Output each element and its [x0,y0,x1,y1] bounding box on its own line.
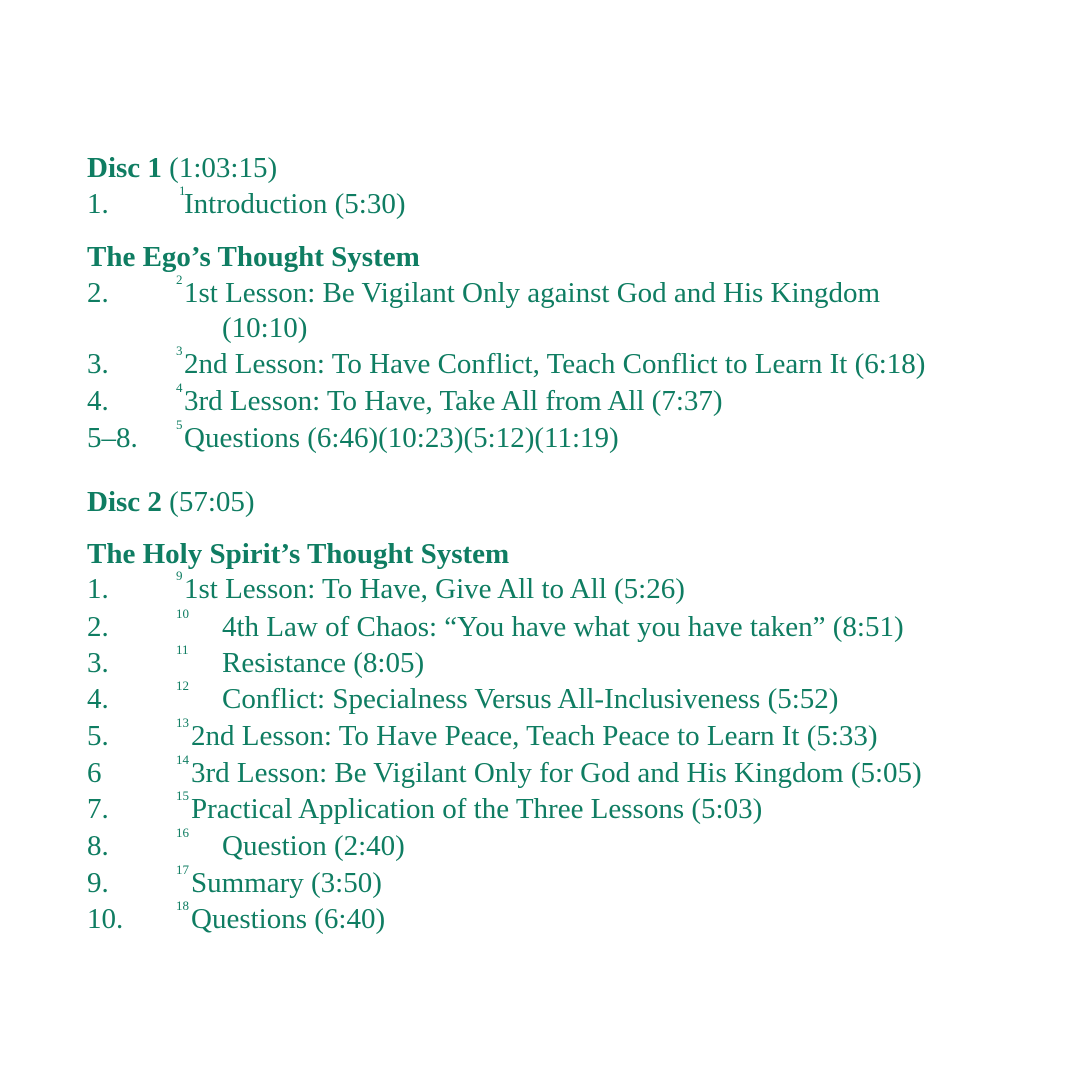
track-superscript: 5 [176,417,183,432]
track-superscript: 14 [176,752,189,767]
track-title: 2nd Lesson: To Have Peace, Teach Peace to Learn It (5:33) [191,720,878,752]
track-superscript: 2 [176,272,183,287]
track-title: Question (2:40) [222,830,405,862]
track-title: Conflict: Specialness Versus All-Inclusiveness (5:52) [222,683,839,715]
track-superscript: 13 [176,715,189,730]
track-number: 4. [87,683,109,715]
track-title: 3rd Lesson: To Have, Take All from All (7:37) [184,385,723,417]
disc-2-heading [87,485,255,519]
track-title: Summary (3:50) [191,867,382,899]
track-superscript: 12 [176,678,189,693]
track-title: 3rd Lesson: Be Vigilant Only for God and His Kingdom (5:05) [191,757,922,789]
track-title: Introduction (5:30) [184,188,406,220]
disc-1-duration: (1:03:15) [169,152,278,184]
track-title: Questions (6:40) [191,903,386,935]
track-number: 3. [87,647,109,679]
track-number: 2. [87,277,109,309]
section-heading-holy-spirit: The Holy Spirit’s Thought System [87,538,510,570]
track-number: 1. [87,573,109,605]
track-number: 5. [87,720,109,752]
track-title: 2nd Lesson: To Have Conflict, Teach Conflict to Learn It (6:18) [184,348,926,380]
track-title-continuation: (10:10) [222,312,308,344]
track-title: 4th Law of Chaos: “You have what you have taken” (8:51) [222,611,904,643]
section-heading-ego: The Ego’s Thought System [87,241,420,273]
track-number: 8. [87,830,109,862]
track-title: Resistance (8:05) [222,647,425,679]
track-number: 10. [87,903,124,935]
track-superscript: 10 [176,606,189,621]
track-number: 2. [87,611,109,643]
track-superscript: 4 [176,380,183,395]
track-superscript: 15 [176,788,189,803]
track-number: 1. [87,188,109,220]
disc-1-heading [87,151,277,185]
track-number: 5–8. [87,422,138,454]
track-superscript: 9 [176,568,183,583]
disc-2-label: Disc 2 [87,486,162,518]
track-superscript: 18 [176,898,189,913]
track-number: 4. [87,385,109,417]
disc-2-duration: (57:05) [169,486,255,518]
track-title: 1st Lesson: Be Vigilant Only against God and His Kingdom [184,277,881,309]
track-number: 7. [87,793,109,825]
track-number: 3. [87,348,109,380]
track-title: Questions (6:46)(10:23)(5:12)(11:19) [184,422,619,454]
track-superscript: 16 [176,825,189,840]
track-superscript: 3 [176,343,183,358]
track-superscript: 17 [176,862,189,877]
track-title: Practical Application of the Three Lessons (5:03) [191,793,763,825]
track-title: 1st Lesson: To Have, Give All to All (5:26) [184,573,685,605]
track-number: 6 [87,757,102,789]
disc-1-label: Disc 1 [87,152,162,184]
track-number: 9. [87,867,109,899]
track-superscript: 11 [176,642,189,657]
track-superscript: 1 [179,183,186,198]
